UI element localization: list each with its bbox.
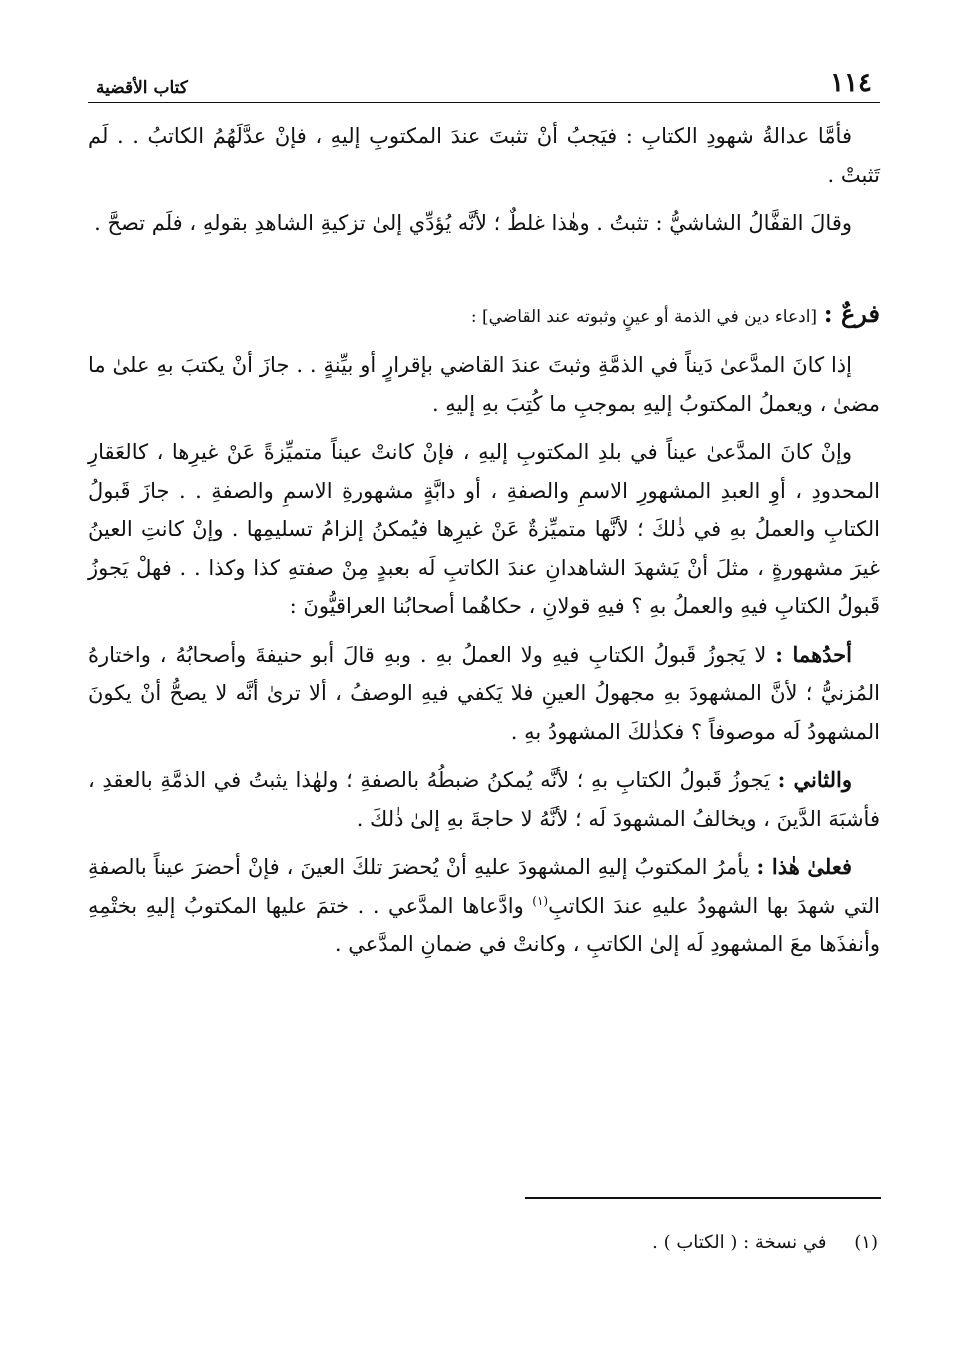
paragraph-second-opinion [88, 761, 880, 838]
page-body [88, 117, 880, 964]
paragraph-3: إذا كانَ المدَّعىٰ دَيناً في الذمَّةِ وثبتَ عندَ القاضي بإقرارٍ أو بيِّنةٍ . . جازَ أنْ يكتبَ بهِ علىٰ ما مضىٰ ، ويعملُ المكتوبُ إليهِ بموجبِ ما كُتِبَ بهِ إليهِ . [88, 353, 880, 416]
branch-label: فرعٌ : [823, 298, 880, 328]
second-opinion-text: يَجوزُ قَبولُ الكتابِ بهِ ؛ لأنَّه يُمكنُ ضبطُهُ بالصفةِ ؛ ولهٰذا يثبتُ في الذمَّةِ بالعقدِ ، فأشبَهَ الدَّينَ ، ويخالفُ المشهودَ لَه ؛ لأنَّهُ لا حاجةَ بهِ إلىٰ ذٰلكَ . [88, 768, 880, 831]
footnote-text: في نسخة : ( الكتاب ) . [652, 1232, 827, 1253]
running-title: كتاب الأقضية [96, 78, 188, 98]
branch-title: [ادعاء دين في الذمة أو عينٍ وثبوته عند القاضي] : [470, 306, 818, 327]
footnote-marker[interactable]: (١) [532, 893, 549, 908]
conclusion-lead: فعلىٰ هٰذا : [756, 854, 853, 879]
paragraph-first-opinion [88, 636, 880, 752]
paragraph-2: وقالَ القفَّالُ الشاشيُّ : تثبتُ . وهٰذا غلطٌ ؛ لأنَّه يُؤدِّي إلىٰ تزكيةِ الشاهدِ بقولهِ ، فلَم تصحَّ . [94, 211, 852, 235]
first-opinion-text: لا يَجوزُ قَبولُ الكتابِ فيهِ ولا العملُ بهِ . وبهِ قالَ أبو حنيفةَ وأصحابُهُ ، واختارهُ المُزنيُّ ؛ لأنَّ المشهودَ بهِ مجهولُ العينِ فلا يَكفي فيهِ الوصفُ ، ألا ترىٰ أنَّه لا يصحُّ أنْ يكونَ المشهودُ لَه موصوفاً ؟ فكذٰلكَ المشهودُ بهِ . [88, 642, 880, 744]
conclusion-text-part-2: وادَّعاها المدَّعي . . ختمَ عليها المكتوبُ إليهِ بختْمِهِ وأنفذَها معَ المشهودِ لَه إلىٰ الكاتبِ ، وكانتْ في ضمانِ المدَّعي . [88, 893, 880, 956]
second-opinion-lead: والثاني : [777, 767, 852, 792]
paragraph-1: فأمَّا عدالةُ شهودِ الكتابِ : فيَجبُ أنْ تثبتَ عندَ المكتوبِ إليهِ ، فإنْ عدَّلَهُمُ الكاتبُ . . لَم تَثبتْ . [88, 124, 880, 187]
branch-heading [88, 295, 880, 337]
first-opinion-lead: أحدُهما : [775, 641, 852, 667]
footnote [88, 1232, 878, 1253]
paragraph-4: وإنْ كانَ المدَّعىٰ عيناً في بلدِ المكتوبِ إليهِ ، فإنْ كانتْ عيناً متميِّزةً عَنْ غيرِها ، كالعَقارِ المحدودِ ، أوِ العبدِ المشهورِ الاسمِ والصفةِ ، أو دابَّةٍ مشهورةِ الاسمِ والصفةِ . . جازَ قَبولُ الكتابِ والعملُ بهِ في ذٰلكَ ؛ لأنَّها متميِّزةٌ عَنْ غيرِها فيُمكنُ إلزامُ تسليمِها . وإنْ كانتِ العينُ غيرَ مشهورةٍ ، مثلَ أنْ يَشهدَ الشاهدانِ عندَ الكاتبِ لَه بعبدٍ مِنْ صفتهِ كذا وكذا . . فهلْ يَجوزُ قَبولُ الكتابِ فيهِ والعملُ بهِ ؟ فيهِ قولانِ ، حكاهُما أصحابُنا العراقيُّونَ : [88, 440, 880, 618]
section-gap [88, 253, 880, 295]
page [88, 62, 880, 974]
page-number: ١١٤ [830, 68, 872, 98]
conclusion-text-part-1: يأمرُ المكتوبُ إليهِ المشهودَ عليهِ أنْ يُحضرَ تلكَ العينَ ، فإنْ أحضرَ عيناً بالصفةِ التي شهدَ بها الشهودُ عليهِ عندَ الكاتبِ [88, 855, 881, 918]
paragraph-conclusion [88, 848, 880, 964]
page-header [88, 62, 880, 103]
footnote-number: (١) [854, 1232, 878, 1253]
footnote-divider [525, 1197, 881, 1199]
